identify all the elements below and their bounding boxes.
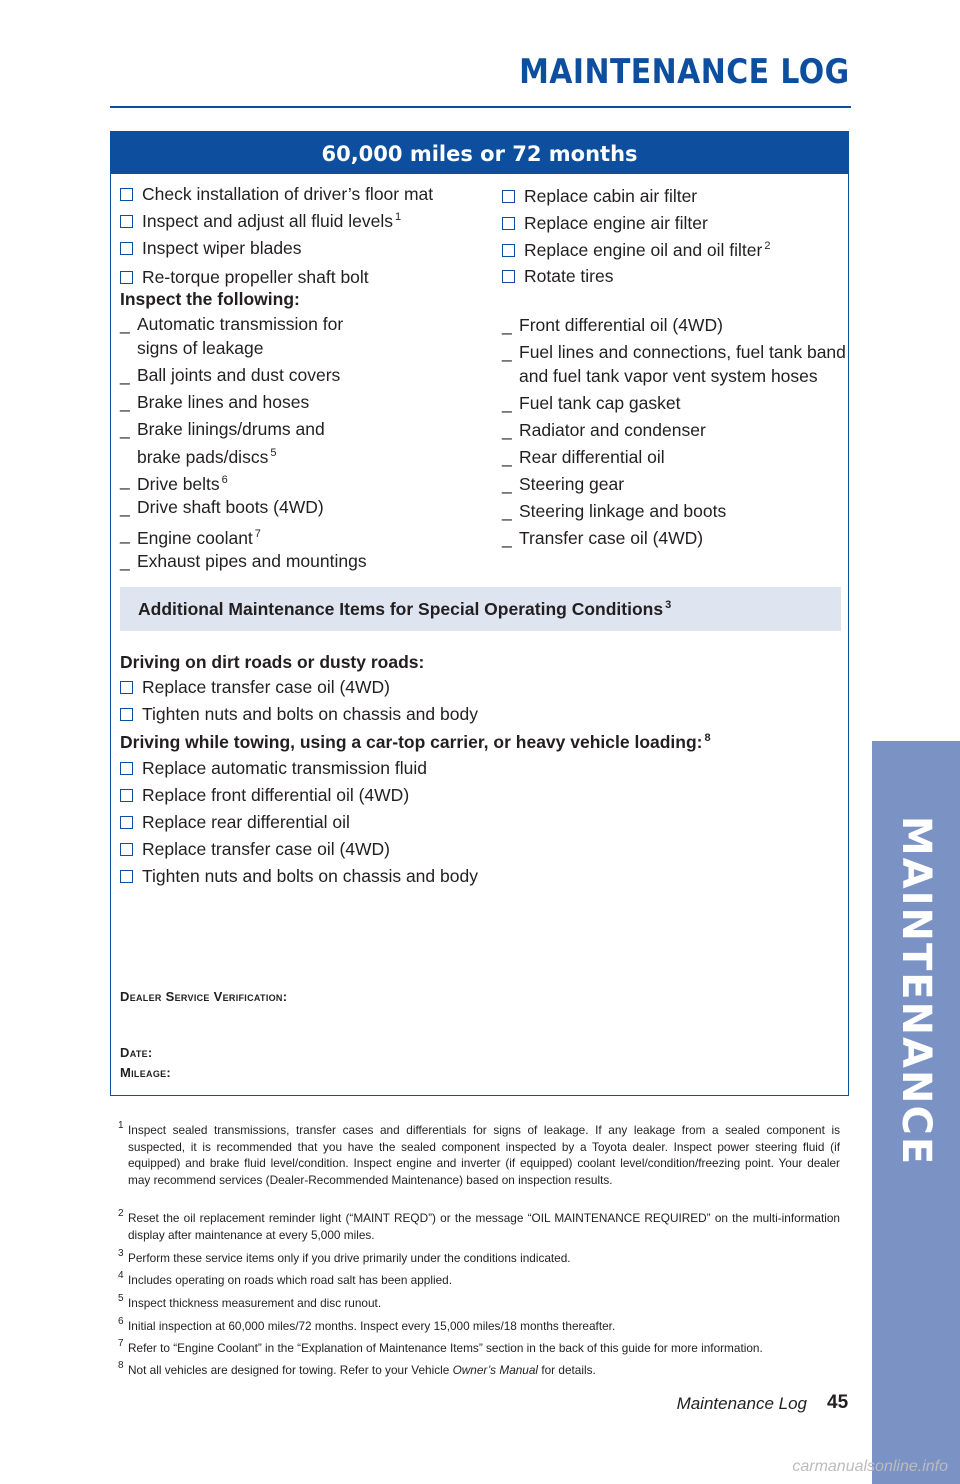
checkbox-icon[interactable] [120,271,133,284]
inspect-item: _ Drive belts $^6$ [120,470,228,494]
check-item[interactable]: Replace transfer case oil (4WD) [120,837,390,861]
page-title: MAINTENANCE LOG [519,52,850,92]
check-item[interactable]: Re-torque propeller shaft bolt [120,261,371,289]
inspect-item: _ Fuel lines and connections, fuel tank band and fuel tank vapor vent system hoses [502,342,846,386]
check-item[interactable]: Replace engine air filter [502,207,710,235]
check-item[interactable]: Replace rear differential oil [120,810,350,834]
checkbox-icon[interactable] [120,242,133,255]
checkbox-icon[interactable] [120,762,133,775]
checkbox-icon[interactable] [120,843,133,856]
inspect-item: _ Exhaust pipes and mountings [120,551,367,571]
check-item[interactable]: Rotate tires [502,260,615,288]
footnote: 8 Not all vehicles are designed for towing. Refer to your Vehicle Owner’s Manual for details. [118,1360,596,1377]
checkbox-icon[interactable] [120,188,133,201]
section-side-tab [872,741,960,1484]
checkbox-icon[interactable] [120,681,133,694]
inspect-item: _ Engine coolant $^7$ [120,524,261,548]
checkbox-icon[interactable] [120,215,133,228]
checkbox-icon[interactable] [502,190,515,203]
footnote: 1 Inspect sealed transmissions, transfer cases and differentials for signs of leakage. If any leakage from a sealed component is suspected, it is recommended that you have the sealed component inspected by a Toyota dealer. Inspect power steering fluid (if equipped) and brake fluid level/condition. Inspect engine and inverter (if equipped) coolant level/condition/freezing point. Your dealer may recommend services (Dealer-Recommended Maintenance) based on inspection results. [118,1120,840,1187]
footnote: 7 Refer to “Engine Coolant” in the “Explanation of Maintenance Items” section in the back of this guide for more information. [118,1338,763,1355]
check-item[interactable]: Replace cabin air filter [502,180,699,208]
footnote: 3 Perform these service items only if you drive primarily under the conditions indicated. [118,1248,571,1265]
inspect-item: _ Radiator and condenser [502,420,706,440]
checkbox-icon[interactable] [120,789,133,802]
checkbox-icon[interactable] [502,270,515,283]
inspect-item: _ Drive shaft boots (4WD) [120,497,324,517]
inspect-item: _ Ball joints and dust covers [120,365,341,385]
additional-items-title: Additional Maintenance Items for Special Operating Conditions $^3$ [138,599,672,619]
date-label: Date: [120,1045,153,1060]
title-divider [110,106,851,108]
checkbox-icon[interactable] [120,870,133,883]
check-item[interactable]: Inspect wiper blades [120,232,304,260]
watermark: carmanualsonline.info [792,1458,948,1475]
inspect-item: _ Front differential oil (4WD) [502,315,723,335]
dealer-verification-label: Dealer Service Verification: [120,989,288,1004]
check-item[interactable]: Replace transfer case oil (4WD) [120,675,390,699]
inspect-item: _ Brake linings/drums and brake pads/discs $^5$ [120,419,325,467]
page-number: 45 [827,1392,849,1413]
check-item[interactable]: Check installation of driver’s floor mat [120,178,435,206]
inspect-heading: Inspect the following: [120,289,300,309]
checkbox-icon[interactable] [120,708,133,721]
side-tab-label: MAINTENANCE [893,815,939,1167]
checkbox-icon[interactable] [502,244,515,257]
checkbox-icon[interactable] [120,816,133,829]
dirt-roads-heading: Driving on dirt roads or dusty roads: [120,652,425,672]
inspect-item: _ Transfer case oil (4WD) [502,528,704,548]
inspect-item: _ Automatic transmission for signs of leakage [120,314,344,358]
footnote: 4 Includes operating on roads which road salt has been applied. [118,1270,452,1287]
footer-section-name: Maintenance Log [676,1394,807,1413]
check-item[interactable]: Replace front differential oil (4WD) [120,783,409,807]
check-item[interactable]: Inspect and adjust all fluid levels $^1$ [120,205,401,233]
towing-heading: Driving while towing, using a car-top carrier, or heavy vehicle loading: $^8$ [120,732,711,752]
checkbox-icon[interactable] [502,217,515,230]
check-item[interactable]: Replace engine oil and oil filter $^2$ [502,234,770,262]
additional-items-band [120,587,841,631]
footnote: 5 Inspect thickness measurement and disc runout. [118,1293,382,1310]
inspect-item: _ Rear differential oil [502,447,665,467]
mileage-label: Mileage: [120,1065,172,1080]
inspect-item: _ Steering gear [502,474,625,494]
interval-header: 60,000 miles or 72 months [111,132,848,174]
check-item[interactable]: Tighten nuts and bolts on chassis and body [120,702,478,726]
footnote: 6 Initial inspection at 60,000 miles/72 months. Inspect every 15,000 miles/18 months thereafter. [118,1316,616,1333]
inspect-item: _ Fuel tank cap gasket [502,393,681,413]
footnote: 2 Reset the oil replacement reminder light (“MAINT REQD”) or the message “OIL MAINTENANCE REQUIRED” on the multi-information display after maintenance at every 5,000 miles. [118,1208,840,1242]
inspect-item: _ Brake lines and hoses [120,392,310,412]
maintenance-log-box [110,131,849,1096]
inspect-item: _ Steering linkage and boots [502,501,727,521]
check-item[interactable]: Replace automatic transmission fluid [120,756,427,780]
check-item[interactable]: Tighten nuts and bolts on chassis and body [120,864,478,888]
